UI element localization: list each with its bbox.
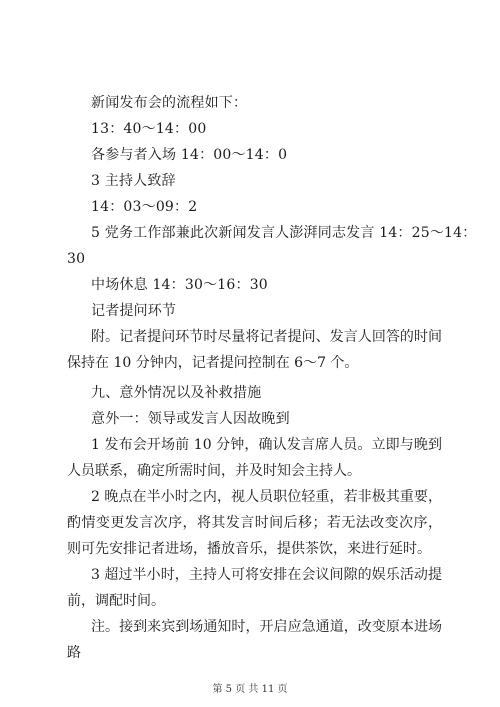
text-line: 3 主持人致辞 (91, 173, 176, 189)
text-line: 14：03～09：2 (91, 199, 198, 215)
text-line: 5 党务工作部兼此次新闻发言人澎湃同志发言 14：25～14： (91, 225, 477, 241)
subsection-heading: 意外一：领导或发言人因故晚到 (91, 411, 290, 427)
text-line: 新闻发布会的流程如下： (91, 95, 248, 111)
paragraph: 附。记者提问环节时尽量将记者提问、发言人回答的时间保持在 10 分钟内，记者提问控制在 6～7 个。 (67, 329, 442, 371)
text-line: 各参与者入场 14：00～14：0 (91, 147, 288, 163)
text-line: 30 (67, 251, 86, 267)
paragraph: 1 发布会开场前 10 分钟，确认发言席人员。立即与晚到人员联系，确定所需时间，并及时知会主持人。 (67, 437, 442, 479)
text-line: 记者提问环节 (91, 303, 177, 319)
paragraph: 2 晚点在半小时之内，视人员职位轻重，若非极其重要，酌情变更发言次序，将其发言时间后移；若无法改变次序，则可先安排记者进场，播放音乐，提供茶饮，来进行延时。 (67, 489, 442, 557)
text-line: 中场休息 14：30～16：30 (91, 277, 268, 293)
document-body (67, 90, 477, 666)
paragraph: 注。接到来宾到场通知时，开启应急通道，改变原本进场路 (67, 619, 442, 661)
paragraph: 3 超过半小时，主持人可将安排在会议间隙的娱乐活动提前，调配时间。 (67, 567, 442, 609)
text-line: 13：40～14：00 (91, 121, 207, 137)
page-footer: 第 5 页 共 11 页 (212, 684, 288, 695)
section-heading: 九、意外情况以及补救措施 (91, 385, 262, 401)
